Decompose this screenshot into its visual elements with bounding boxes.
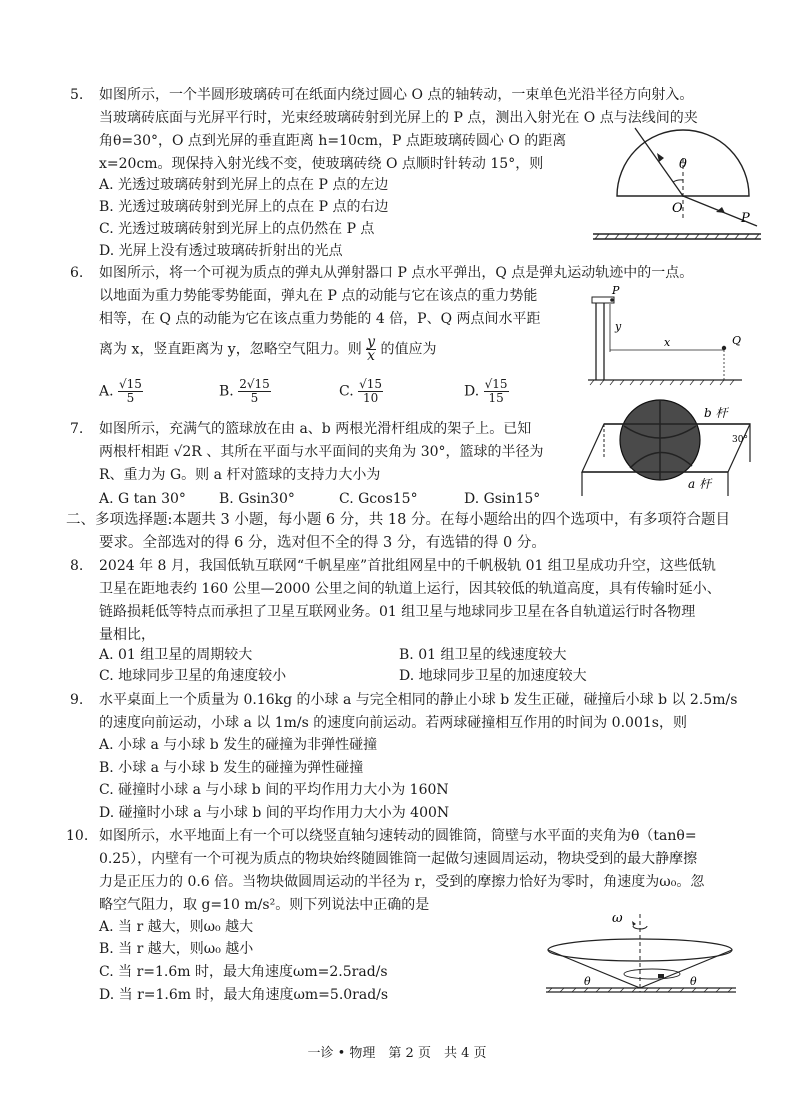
q8-option-c: C. 地球同步卫星的角速度较小 — [99, 668, 287, 684]
q6-number: 6. — [70, 265, 84, 281]
q5-option-d: D. 光屏上没有透过玻璃砖折射出的光点 — [99, 243, 343, 259]
angle-label: 30° — [732, 435, 748, 445]
q10-line-2: 0.25），内壁有一个可视为质点的物块始终随圆锥筒一起做匀速圆周运动，物块受到的最大静摩擦 — [99, 851, 698, 867]
q9-option-c: C. 碰撞时小球 a 与小球 b 间的平均作用力大小为 160N — [99, 782, 449, 798]
block — [658, 974, 664, 978]
q10-option-c: C. 当 r=1.6m 时，最大角速度ωm=2.5rad/s — [99, 964, 388, 980]
q6-option-c: C. $\frac{√15}{10}$ — [339, 377, 383, 405]
q6-fraction-y-over-x: $\frac{y}{x}$ — [367, 334, 376, 364]
q5-line-1: 如图所示，一个半圆形玻璃砖可在纸面内绕过圆心 O 点的轴转动，一束单色光沿半径方向射入。 — [99, 87, 694, 103]
q10-line-3: 力是正压力的 0.6 倍。当物块做圆周运动的半径为 r，受到的摩擦力恰好为零时，角速度为ω₀。忽 — [99, 874, 705, 890]
q9-number: 9. — [70, 692, 84, 708]
q6-line-3: 相等，在 Q 点的动能为它在该点重力势能的 4 倍，P、Q 两点间水平距 — [99, 311, 541, 327]
x-label: x — [664, 336, 671, 349]
q10-number: 10. — [66, 828, 89, 844]
q5-option-b: B. 光透过玻璃砖射到光屏上的点在 P 点的右边 — [99, 199, 389, 215]
q8-option-b: B. 01 组卫星的线速度较大 — [399, 647, 567, 663]
q10-figure — [540, 908, 740, 1000]
rod-b-label: b 杆 — [704, 406, 728, 420]
q6-line-4-text: 离为 x，竖直距离为 y，忽略空气阻力。则 — [99, 341, 362, 358]
q8-line-4: 量相比， — [99, 627, 155, 643]
q8-number: 8. — [70, 558, 84, 574]
q6-option-d: D. $\frac{√15}{15}$ — [464, 377, 508, 405]
q10-option-b: B. 当 r 越大，则ω₀ 越小 — [99, 941, 254, 957]
p-label: P — [612, 284, 620, 297]
p-label: P — [741, 211, 750, 226]
q6-line-1: 如图所示，将一个可视为质点的弹丸从弹射器口 P 点水平弹出，Q 点是弹丸运动轨迹中的一点。 — [99, 265, 694, 281]
q9-option-b: B. 小球 a 与小球 b 发生的碰撞为弹性碰撞 — [99, 760, 364, 776]
q7-line-2: 两根杆相距 √2R 、其所在平面与水平面间的夹角为 30°，篮球的半径为 — [99, 444, 544, 460]
q5-figure — [585, 118, 775, 246]
q8-line-2: 卫星在距地表约 160 公里—2000 公里之间的轨道上运行，因其较低的轨道高度，具有传输时延小、 — [99, 581, 721, 597]
q8-line-3: 链路损耗低等特点而承担了卫星互联网业务。01 组卫星与地球同步卫星在各自轨道运行时各物理 — [99, 604, 696, 620]
q5-line-4: x=20cm。现保持入射光线不变，使玻璃砖绕 O 点顺时针转动 15°，则 — [99, 156, 544, 172]
q10-line-4: 略空气阻力，取 g=10 m/s²。则下列说法中正确的是 — [99, 897, 430, 913]
q10-option-d: D. 当 r=1.6m 时，最大角速度ωm=5.0rad/s — [99, 987, 389, 1003]
q8-line-1: 2024 年 8 月，我国低轨互联网“千帆星座”首批组网星中的千帆极轨 01 组卫星成功升空，这些低轨 — [99, 558, 716, 574]
q9-option-d: D. 碰撞时小球 a 与小球 b 间的平均作用力大小为 400N — [99, 805, 450, 821]
q6-figure — [584, 282, 754, 394]
theta-left-label: θ — [584, 975, 591, 988]
q10-option-a: A. 当 r 越大，则ω₀ 越大 — [99, 919, 254, 935]
q6-line-2: 以地面为重力势能零势能面，弹丸在 P 点的动能与它在该点的重力势能 — [99, 288, 538, 304]
q8-option-a: A. 01 组卫星的周期较大 — [99, 647, 253, 663]
q5-line-3: 角θ=30°，O 点到光屏的垂直距离 h=10cm，P 点距玻璃砖圆心 O 的距离 — [99, 133, 567, 149]
q6-option-a: A. $\frac{√15}{5}$ — [99, 377, 142, 405]
point-q — [722, 346, 726, 350]
theta-right-label: θ — [690, 975, 697, 988]
q10-line-1: 如图所示，水平地面上有一个可以绕竖直轴匀速转动的圆锥筒，筒壁与水平面的夹角为θ（tanθ= — [99, 828, 697, 844]
y-label: y — [615, 320, 622, 333]
section2-heading-line-2: 要求。全部选对的得 6 分，选对但不全的得 3 分，有选错的得 0 分。 — [99, 535, 546, 551]
q7-figure — [572, 398, 770, 500]
page-footer: 一诊 • 物理 第 2 页 共 4 页 — [307, 1046, 487, 1061]
q-label: Q — [732, 334, 742, 347]
theta-label: θ — [679, 157, 687, 172]
omega-label: ω — [612, 911, 623, 926]
q7-option-d: D. Gsin15° — [464, 491, 541, 507]
q7-option-a: A. G tan 30° — [99, 491, 186, 507]
q5-option-c: C. 光透过玻璃砖射到光屏上的点仍然在 P 点 — [99, 221, 375, 237]
rod-a-label: a 杆 — [688, 477, 711, 491]
orbit-ellipse — [624, 969, 680, 979]
rotation-arrow — [633, 926, 647, 929]
q5-number: 5. — [70, 87, 84, 103]
point-p — [610, 298, 614, 302]
q7-line-1: 如图所示，充满气的篮球放在由 a、b 两根光滑杆组成的架子上。已知 — [99, 421, 532, 437]
q9-line-1: 水平桌面上一个质量为 0.16kg 的小球 a 与完全相同的静止小球 b 发生正碰，碰撞后小球 b 以 2.5m/s — [99, 692, 738, 708]
q6-option-b: B. $\frac{2√15}{5}$ — [219, 377, 270, 405]
q7-option-b: B. Gsin30° — [219, 491, 295, 507]
q5-option-a: A. 光透过玻璃砖射到光屏上的点在 P 点的左边 — [99, 177, 389, 193]
q7-option-c: C. Gcos15° — [339, 491, 418, 507]
q6-line-4 — [99, 336, 437, 363]
q9-option-a: A. 小球 a 与小球 b 发生的碰撞为非弹性碰撞 — [99, 737, 378, 753]
o-label: O — [672, 201, 683, 216]
q9-line-2: 的速度向前运动，小球 a 以 1m/s 的速度向前运动。若两球碰撞相互作用的时间为 0.001s，则 — [99, 715, 687, 731]
q8-option-d: D. 地球同步卫星的加速度较大 — [399, 668, 587, 684]
q7-line-3: R、重力为 G。则 a 杆对篮球的支持力大小为 — [99, 467, 381, 483]
theta-arc — [673, 180, 683, 182]
q7-number: 7. — [70, 421, 84, 437]
q6-line-4-tail: 的值应为 — [380, 341, 437, 358]
q5-line-2: 当玻璃砖底面与光屏平行时，光束经玻璃砖射到光屏上的 P 点，测出入射光在 O 点与法线间的夹 — [99, 110, 698, 126]
section2-heading-line-1: 二、多项选择题:本题共 3 小题，每小题 6 分，共 18 分。在每小题给出的四个选项中，有多项符合题目 — [66, 512, 730, 528]
